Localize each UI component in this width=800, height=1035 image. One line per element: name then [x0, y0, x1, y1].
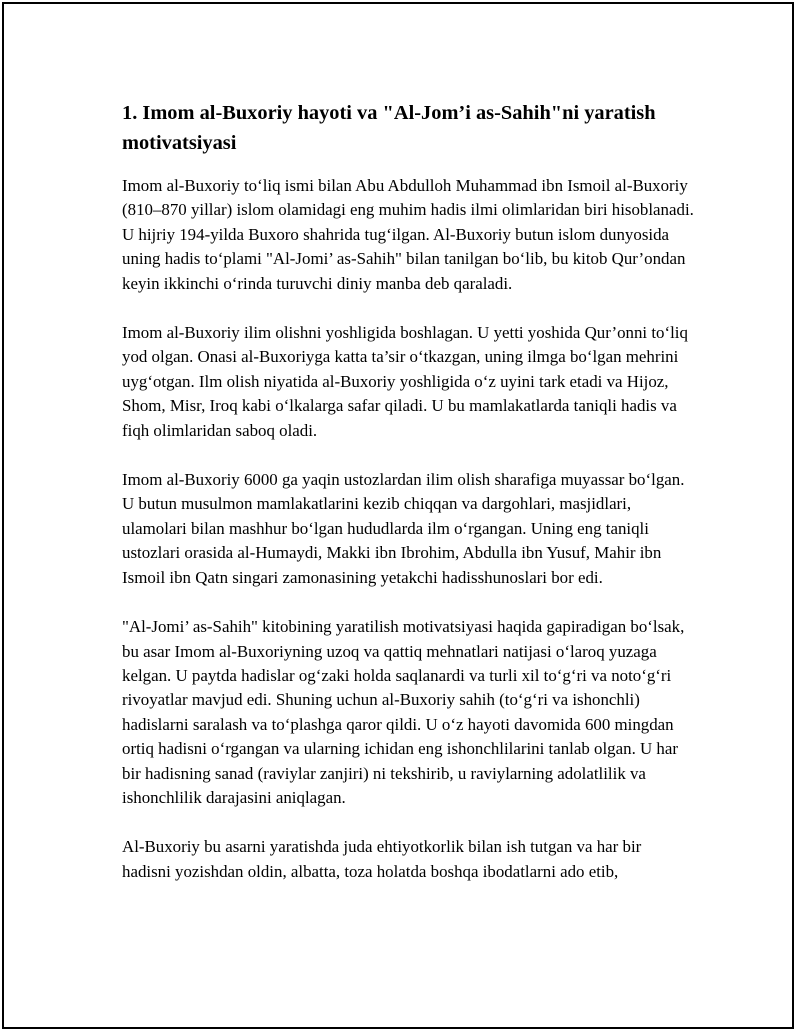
section-title: 1. Imom al-Buxoriy hayoti va "Al-Jom’i as-Sahih"ni yaratish motivatsiyasi [122, 102, 656, 154]
paragraph-early-education: Imom al-Buxoriy ilim olishni yoshligida boshlagan. U yetti yoshida Qur’onni to‘liq yod olgan. Onasi al-Buxoriyga katta ta’sir o‘tkazgan, uning ilmga bo‘lgan mehrini uyg‘otgan. Ilm olish niyatida al-Buxoriy yoshligida o‘z uyini tark etadi va Hijoz, Shom, Misr, Iroq kabi o‘lkalarga safar qiladi. U bu mamlakatlarda taniqli hadis va fiqh olimlaridan saboq oladi. [122, 323, 688, 440]
paragraph-motivation: "Al-Jomi’ as-Sahih" kitobining yaratilish motivatsiyasi haqida gapiradigan bo‘lsak, bu asar Imom al-Buxoriyning uzoq va qattiq mehnatlari natijasi o‘laroq yuzaga kelgan. U paytda hadislar og‘zaki holda saqlanardi va turli xil to‘g‘ri va noto‘g‘ri rivoyatlar mavjud edi. Shuning uchun al-Buxoriy sahih (to‘g‘ri va ishonchli) hadislarni saralash va to‘plashga qaror qildi. U o‘z hayoti davomida 600 mingdan ortiq hadisni o‘rgangan va ularning ichidan eng ishonchlilarini tanlab olgan. U har bir hadisning sanad (raviylar zanjiri) ni tekshirib, u raviylarning adolatlilik va ishonchlilik darajasini aniqlagan. [122, 617, 685, 807]
page-frame [2, 2, 794, 1029]
paragraph-teachers: Imom al-Buxoriy 6000 ga yaqin ustozlardan ilim olish sharafiga muyassar bo‘lgan. U butun musulmon mamlakatlarini kezib chiqqan va dargohlari, masjidlari, ulamolari bilan mashhur bo‘lgan hududlarda ilm o‘rgangan. Uning eng taniqli ustozlari orasida al-Humaydi, Makki ibn Ibrohim, Abdulla ibn Yusuf, Mahir ibn Ismoil ibn Qatn singari zamonasining yetakchi hadisshunoslari bor edi. [122, 470, 685, 587]
document-body [122, 98, 694, 909]
paragraph-method: Al-Buxoriy bu asarni yaratishda juda ehtiyotkorlik bilan ish tutgan va har bir hadisni yozishdan oldin, albatta, toza holatda boshqa ibodatlarni ado etib, [122, 837, 642, 881]
paragraph-biography: Imom al-Buxoriy to‘liq ismi bilan Abu Abdulloh Muhammad ibn Ismoil al-Buxoriy (810–870 yillar) islom olamidagi eng muhim hadis ilmi olimlaridan biri hisoblanadi. U hijriy 194-yilda Buxoro shahrida tug‘ilgan. Al-Buxoriy butun islom dunyosida uning hadis to‘plami "Al-Jomi’ as-Sahih" bilan tanilgan bo‘lib, bu kitob Qur’ondan keyin ikkinchi o‘rinda turuvchi diniy manba deb qaraladi. [122, 176, 694, 293]
